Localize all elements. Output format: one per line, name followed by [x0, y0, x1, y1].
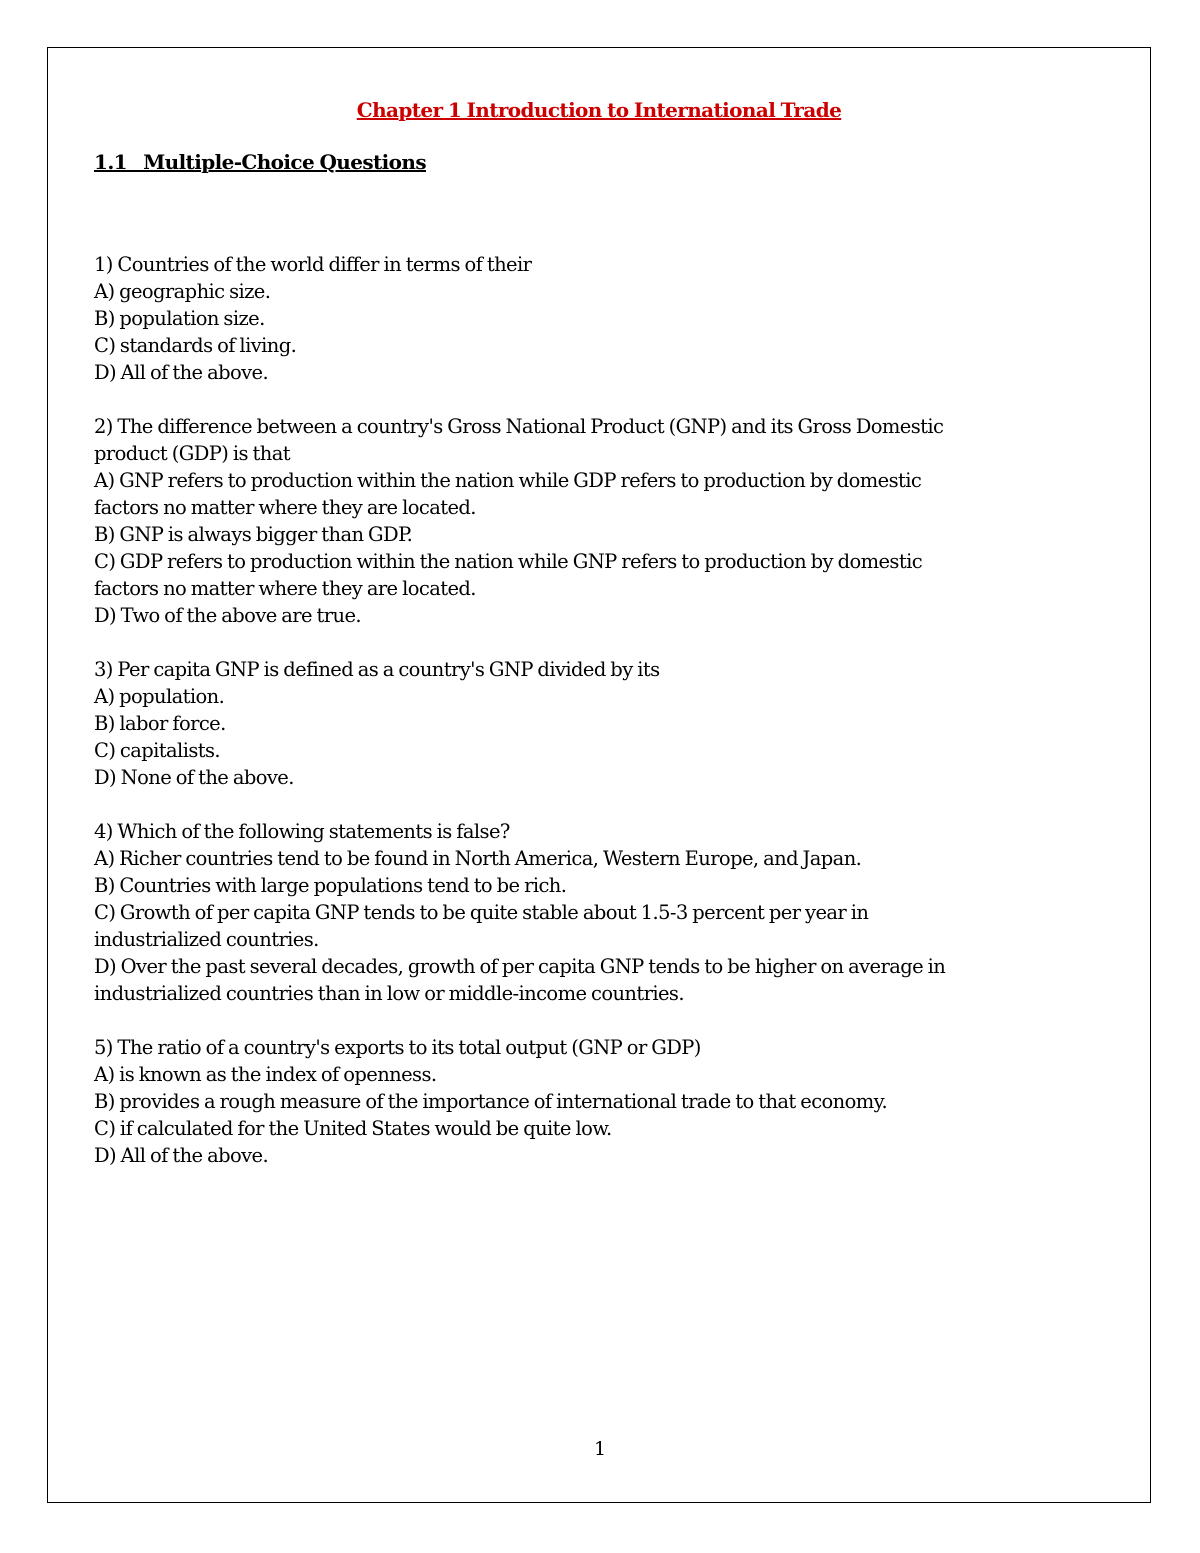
- question-2-stem: product (GDP) is that: [94, 442, 290, 465]
- question-2-option-c: C) GDP refers to production within the nation while GNP refers to production by domestic: [94, 550, 923, 573]
- question-4-stem: 4) Which of the following statements is false?: [94, 820, 510, 843]
- question-3-option-b: B) labor force.: [94, 712, 226, 735]
- question-4-option-c: C) Growth of per capita GNP tends to be quite stable about 1.5-3 percent per year in: [94, 901, 869, 924]
- question-2-option-d: D) Two of the above are true.: [94, 604, 362, 627]
- question-5-option-c: C) if calculated for the United States would be quite low.: [94, 1117, 612, 1140]
- question-5-option-a: A) is known as the index of openness.: [94, 1063, 437, 1086]
- question-4-option-d: industrialized countries than in low or middle-income countries.: [94, 982, 684, 1005]
- question-4-option-b: B) Countries with large populations tend to be rich.: [94, 874, 567, 897]
- section-title: 1.1 Multiple-Choice Questions: [94, 150, 426, 174]
- question-1-option-b: B) population size.: [94, 307, 265, 330]
- question-2-option-a: factors no matter where they are located.: [94, 496, 476, 519]
- question-2-option-c: factors no matter where they are located.: [94, 577, 476, 600]
- question-1-stem: 1) Countries of the world differ in terms of their: [94, 253, 532, 276]
- chapter-title: Chapter 1 Introduction to International Trade: [356, 98, 842, 122]
- question-1-option-c: C) standards of living.: [94, 334, 297, 357]
- question-4-option-c: industrialized countries.: [94, 928, 319, 951]
- question-3-option-d: D) None of the above.: [94, 766, 294, 789]
- question-3-option-c: C) capitalists.: [94, 739, 220, 762]
- question-2-stem: 2) The difference between a country's Gross National Product (GNP) and its Gross Domestic: [94, 415, 944, 438]
- question-5-option-d: D) All of the above.: [94, 1144, 269, 1167]
- question-4-option-a: A) Richer countries tend to be found in North America, Western Europe, and Japan.: [94, 847, 862, 870]
- question-1-option-d: D) All of the above.: [94, 361, 269, 384]
- question-2-option-b: B) GNP is always bigger than GDP.: [94, 523, 413, 546]
- question-2-option-a: A) GNP refers to production within the nation while GDP refers to production by domestic: [94, 469, 922, 492]
- question-5-option-b: B) provides a rough measure of the importance of international trade to that economy.: [94, 1090, 888, 1113]
- question-5-stem: 5) The ratio of a country's exports to its total output (GNP or GDP): [94, 1036, 701, 1059]
- page-number: 1: [593, 1438, 607, 1460]
- question-3-stem: 3) Per capita GNP is defined as a country's GNP divided by its: [94, 658, 660, 681]
- question-1-option-a: A) geographic size.: [94, 280, 271, 303]
- question-3-option-a: A) population.: [94, 685, 225, 708]
- question-4-option-d: D) Over the past several decades, growth of per capita GNP tends to be higher on average in: [94, 955, 946, 978]
